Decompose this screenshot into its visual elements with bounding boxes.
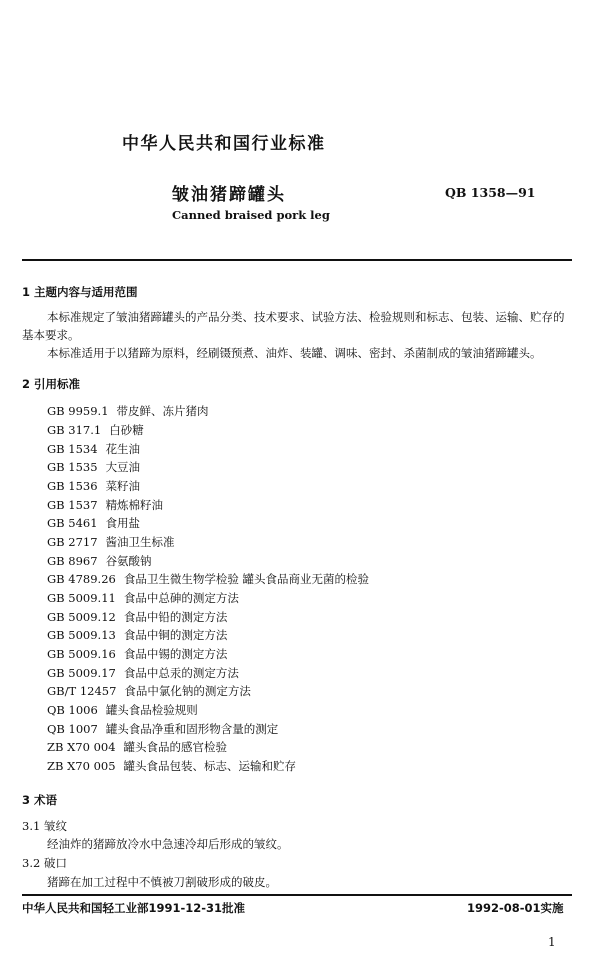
section-1-para-1-line-2: 基本要求。: [22, 328, 80, 342]
reference-item: [47, 535, 175, 549]
reference-code: GB 5009.17: [47, 666, 116, 680]
reference-code: GB 5009.11: [47, 591, 116, 605]
reference-item: [47, 722, 278, 736]
reference-item: [47, 740, 227, 754]
org-title: 中华人民共和国行业标准: [122, 134, 326, 154]
reference-code: GB 2717: [47, 535, 98, 549]
reference-code: GB 1537: [47, 498, 98, 512]
reference-title: 食品中总汞的测定方法: [123, 666, 239, 680]
reference-item: [47, 516, 140, 530]
reference-code: GB 5009.12: [47, 610, 116, 624]
effective-date: 1992-08-01实施: [467, 901, 564, 915]
reference-code: QB 1007: [47, 722, 98, 736]
reference-item: [47, 628, 227, 642]
reference-item: [47, 591, 239, 605]
reference-item: [47, 572, 369, 586]
doc-title-cn: 皱油猪蹄罐头: [172, 185, 286, 205]
section-1-para-1-line-1: 本标准规定了皱油猪蹄罐头的产品分类、技术要求、试验方法、检验规则和标志、包装、运输、贮存的: [47, 310, 565, 324]
reference-title: 食品卫生微生物学检验 罐头食品商业无菌的检验: [123, 572, 370, 586]
reference-code: GB/T 12457: [47, 684, 117, 698]
reference-code: GB 9959.1: [47, 404, 109, 418]
reference-title: 食品中总砷的测定方法: [123, 591, 239, 605]
header-divider: [22, 259, 572, 261]
reference-code: ZB X70 004: [47, 740, 116, 754]
reference-title: 谷氨酸钠: [105, 554, 152, 568]
reference-code: GB 1535: [47, 460, 98, 474]
footer-divider: [22, 894, 572, 896]
reference-title: 精炼棉籽油: [105, 498, 164, 512]
reference-code: GB 1536: [47, 479, 98, 493]
reference-title: 带皮鲜、冻片猪肉: [116, 404, 209, 418]
reference-item: [47, 703, 198, 717]
reference-item: [47, 666, 239, 680]
term-1-definition: 经油炸的猪蹄放冷水中急速冷却后形成的皱纹。: [47, 837, 289, 851]
reference-code: GB 4789.26: [47, 572, 116, 586]
doc-title-en: Canned braised pork leg: [172, 208, 330, 222]
reference-title: 罐头食品包装、标志、运输和贮存: [123, 759, 297, 773]
reference-title: 食品中铜的测定方法: [123, 628, 228, 642]
reference-code: ZB X70 005: [47, 759, 116, 773]
section-2-heading: 2 引用标准: [22, 377, 81, 391]
section-1-para-2: 本标准适用于以猪蹄为原料，经刷镊预煮、油炸、装罐、调味、密封、杀菌制成的皱油猪蹄罐头。: [47, 346, 542, 360]
reference-code: GB 5461: [47, 516, 98, 530]
term-2-definition: 猪蹄在加工过程中不慎被刀割破形成的破皮。: [47, 875, 277, 889]
reference-item: [47, 460, 140, 474]
reference-item: [47, 647, 227, 661]
reference-item: [47, 610, 227, 624]
term-2-heading: 3.2 破口: [22, 856, 67, 870]
reference-code: GB 1534: [47, 442, 98, 456]
approval-line: 中华人民共和国轻工业部1991-12-31批准: [22, 901, 246, 915]
page-number: 1: [548, 935, 556, 949]
reference-title: 食用盐: [105, 516, 141, 530]
reference-item: [47, 498, 163, 512]
reference-title: 菜籽油: [105, 479, 141, 493]
reference-title: 罐头食品净重和固形物含量的测定: [105, 722, 279, 736]
reference-title: 罐头食品检验规则: [105, 703, 198, 717]
reference-item: [47, 684, 251, 698]
reference-item: [47, 479, 140, 493]
reference-item: [47, 554, 152, 568]
reference-title: 花生油: [105, 442, 141, 456]
reference-title: 大豆油: [105, 460, 141, 474]
reference-item: [47, 759, 296, 773]
reference-title: 食品中锡的测定方法: [123, 647, 228, 661]
reference-code: GB 8967: [47, 554, 98, 568]
reference-title: 酱油卫生标准: [105, 535, 175, 549]
standard-number: QB 1358—91: [445, 185, 536, 200]
reference-title: 罐头食品的感官检验: [123, 740, 228, 754]
reference-code: GB 5009.16: [47, 647, 116, 661]
reference-item: [47, 442, 140, 456]
reference-item: [47, 423, 144, 437]
term-1-heading: 3.1 皱纹: [22, 819, 67, 833]
reference-code: GB 5009.13: [47, 628, 116, 642]
section-1-heading: 1 主题内容与适用范围: [22, 285, 138, 299]
reference-item: [47, 404, 209, 418]
reference-title: 食品中铅的测定方法: [123, 610, 228, 624]
reference-title: 食品中氯化钠的测定方法: [124, 684, 251, 698]
reference-code: QB 1006: [47, 703, 98, 717]
reference-code: GB 317.1: [47, 423, 102, 437]
section-3-heading: 3 术语: [22, 793, 58, 807]
reference-title: 白砂糖: [109, 423, 144, 437]
